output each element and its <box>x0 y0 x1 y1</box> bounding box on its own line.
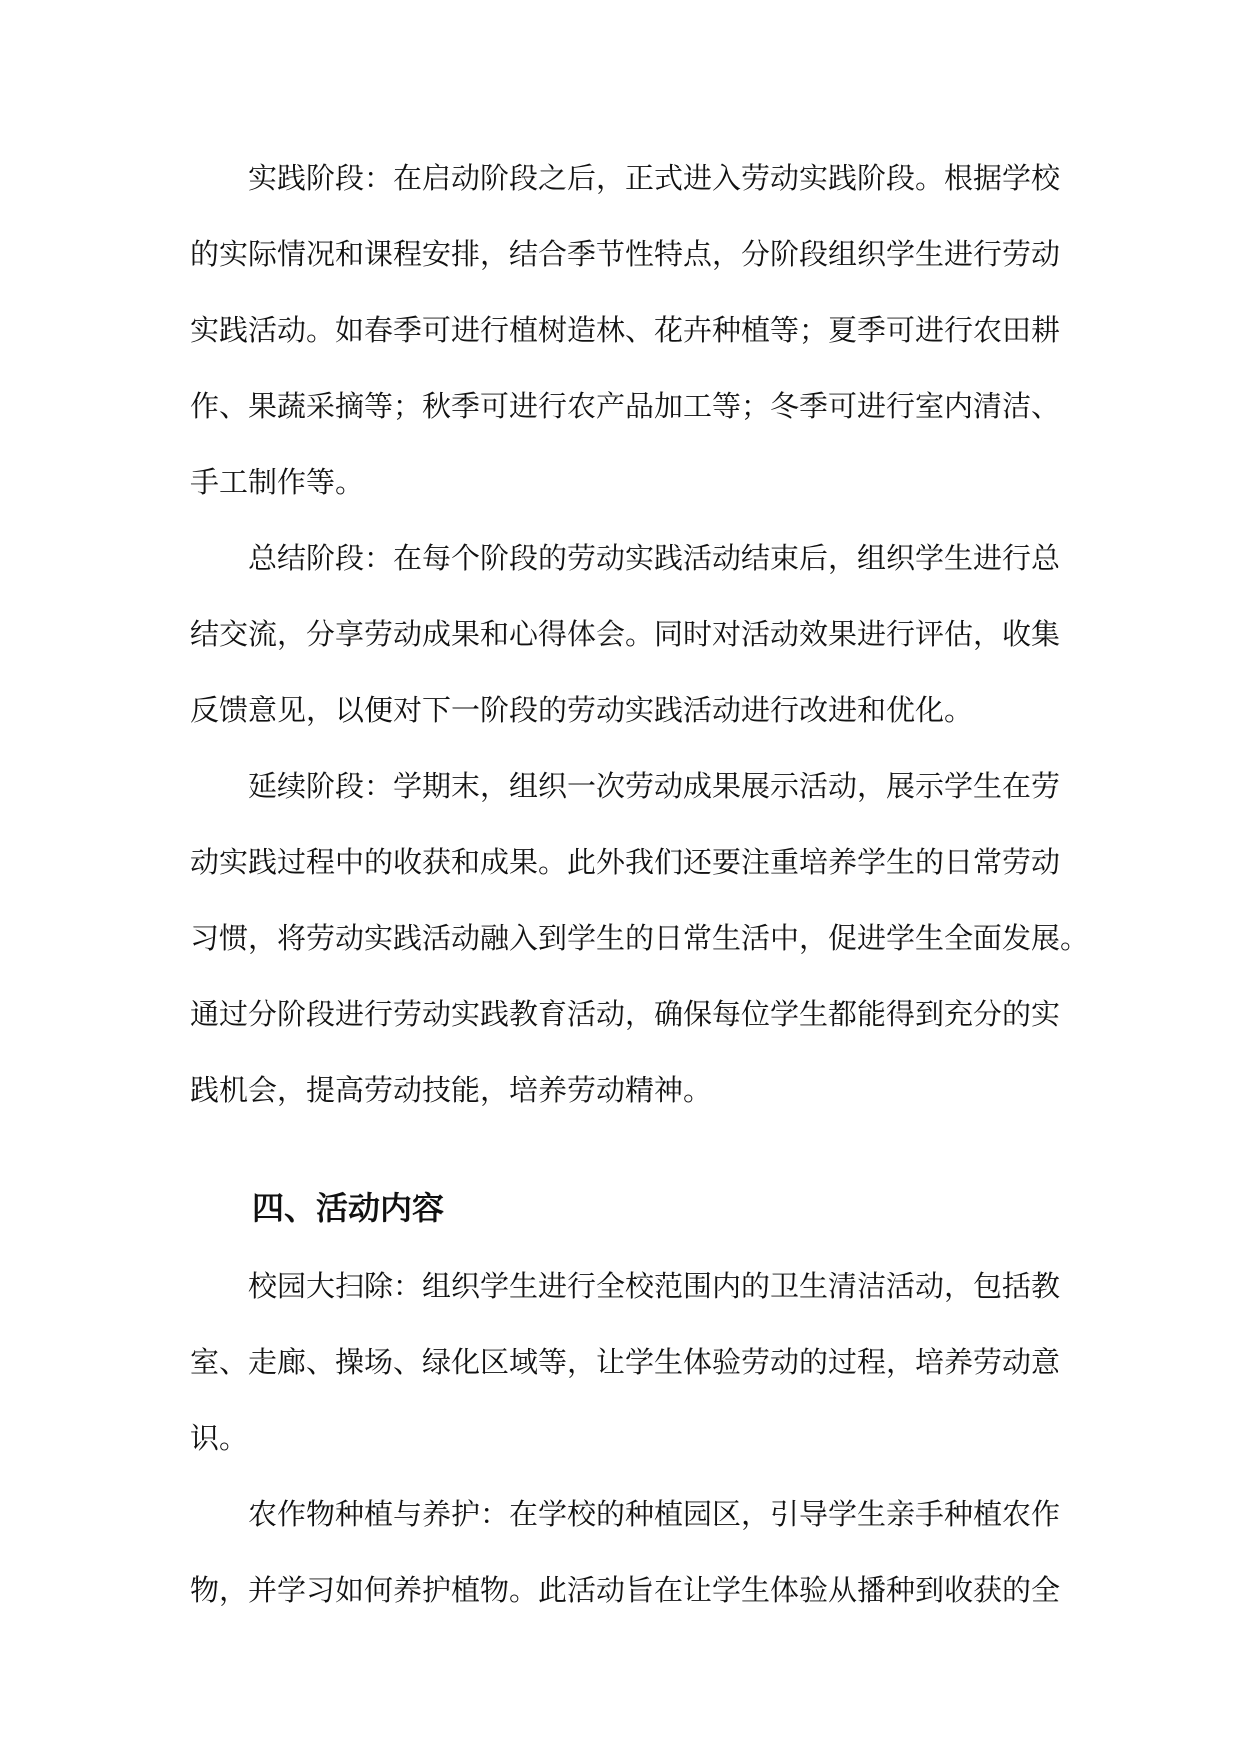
text-line: 物，并学习如何养护植物。此活动旨在让学生体验从播种到收获的全 <box>190 1573 1061 1607</box>
text-line: 结交流，分享劳动成果和心得体会。同时对活动效果进行评估，收集 <box>190 617 1061 651</box>
paragraph-practice-stage <box>190 140 1070 520</box>
text-line: 手工制作等。 <box>190 465 365 499</box>
text-line: 的实际情况和课程安排，结合季节性特点，分阶段组织学生进行劳动 <box>190 237 1061 271</box>
paragraph-continuation-stage <box>190 748 1090 1128</box>
text-line: 习惯，将劳动实践活动融入到学生的日常生活中，促进学生全面发展。 <box>190 921 1090 955</box>
text-line: 动实践过程中的收获和成果。此外我们还要注重培养学生的日常劳动 <box>190 845 1061 879</box>
text-line: 室、走廊、操场、绿化区域等，让学生体验劳动的过程，培养劳动意 <box>190 1345 1061 1379</box>
text-line: 实践活动。如春季可进行植树造林、花卉种植等；夏季可进行农田耕 <box>190 313 1061 347</box>
text-line: 践机会，提高劳动技能，培养劳动精神。 <box>190 1073 713 1107</box>
text-line: 作、果蔬采摘等；秋季可进行农产品加工等；冬季可进行室内清洁、 <box>190 389 1061 423</box>
paragraph-summary-stage <box>190 520 1070 748</box>
section-heading: 四、活动内容 <box>252 1189 445 1227</box>
text-line: 通过分阶段进行劳动实践教育活动，确保每位学生都能得到充分的实 <box>190 997 1061 1031</box>
paragraph-crop-planting <box>190 1476 1070 1628</box>
text-line: 实践阶段：在启动阶段之后，正式进入劳动实践阶段。根据学校 <box>248 161 1061 195</box>
text-line: 识。 <box>190 1421 249 1455</box>
text-line: 总结阶段：在每个阶段的劳动实践活动结束后，组织学生进行总 <box>248 541 1061 575</box>
paragraph-campus-cleaning <box>190 1248 1070 1476</box>
document-body <box>190 140 1090 1628</box>
text-line: 延续阶段：学期末，组织一次劳动成果展示活动，展示学生在劳 <box>248 769 1061 803</box>
text-line: 反馈意见，以便对下一阶段的劳动实践活动进行改进和优化。 <box>190 693 974 727</box>
text-line: 校园大扫除：组织学生进行全校范围内的卫生清洁活动，包括教 <box>248 1269 1061 1303</box>
text-line: 农作物种植与养护：在学校的种植园区，引导学生亲手种植农作 <box>248 1497 1061 1531</box>
